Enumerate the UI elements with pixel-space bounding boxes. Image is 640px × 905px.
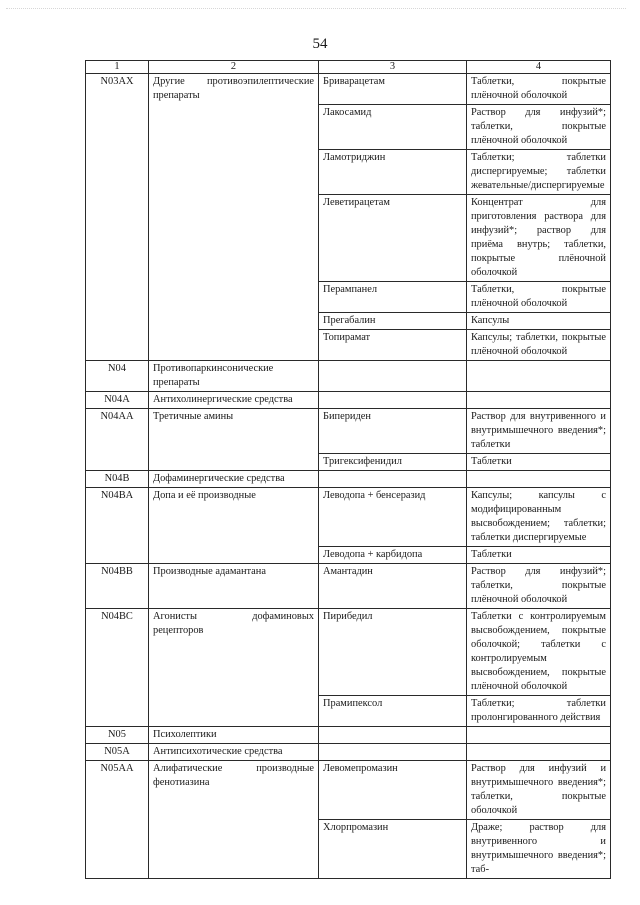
table-row — [86, 392, 611, 409]
atc-code-cell: N04AA — [86, 409, 149, 471]
atc-code-cell: N04BA — [86, 488, 149, 564]
page-number: 54 — [312, 36, 328, 52]
header-col-2: 2 — [149, 61, 319, 74]
group-name-cell: Допа и её производные — [149, 488, 319, 564]
drug-name-cell: Хлорпромазин — [319, 820, 467, 879]
atc-code-cell: N05AA — [86, 761, 149, 879]
group-name-cell: Антипсихотические средства — [149, 744, 319, 761]
table-row — [86, 361, 611, 392]
group-name-cell: Психолептики — [149, 727, 319, 744]
drug-name-cell: Топирамат — [319, 330, 467, 361]
dosage-form-cell: Таблетки, покрытые плёночной оболочкой — [467, 282, 611, 313]
drug-name-cell: Перампанел — [319, 282, 467, 313]
dosage-form-cell: Раствор для инфузий и внутримышечного введения*; таблетки, покрытые оболочкой — [467, 761, 611, 820]
drug-name-cell — [319, 392, 467, 409]
dosage-form-cell: Раствор для инфузий*; таблетки, покрытые плёночной оболочкой — [467, 105, 611, 150]
dosage-form-cell — [467, 361, 611, 392]
dosage-form-cell: Таблетки — [467, 454, 611, 471]
drug-name-cell — [319, 361, 467, 392]
group-name-cell: Агонисты дофаминовых рецепторов — [149, 609, 319, 727]
header-col-3: 3 — [319, 61, 467, 74]
header-col-4: 4 — [467, 61, 611, 74]
group-name-cell: Алифатические производные фенотиазина — [149, 761, 319, 879]
group-name-cell: Другие противоэпилептические препараты — [149, 74, 319, 361]
table-row — [86, 409, 611, 454]
dosage-form-cell — [467, 392, 611, 409]
dosage-form-cell: Раствор для внутривенного и внутримышечного введения*; таблетки — [467, 409, 611, 454]
atc-code-cell: N05A — [86, 744, 149, 761]
dosage-form-cell: Драже; раствор для внутривенного и внутримышечного введения*; таб- — [467, 820, 611, 879]
dosage-form-cell: Капсулы; таблетки, покрытые плёночной оболочкой — [467, 330, 611, 361]
dosage-form-cell: Концентрат для приготовления раствора для инфузий*; раствор для приёма внутрь; таблетки, покрытые плёночной оболочкой — [467, 195, 611, 282]
dosage-form-cell: Таблетки — [467, 547, 611, 564]
group-name-cell: Дофаминергические средства — [149, 471, 319, 488]
table-row — [86, 727, 611, 744]
atc-code-cell: N04 — [86, 361, 149, 392]
dosage-form-cell — [467, 727, 611, 744]
drug-name-cell — [319, 471, 467, 488]
table-row — [86, 74, 611, 105]
header-row — [86, 61, 611, 74]
drug-name-cell: Лакосамид — [319, 105, 467, 150]
drug-name-cell: Пирибедил — [319, 609, 467, 696]
atc-code-cell: N04BB — [86, 564, 149, 609]
drug-name-cell — [319, 727, 467, 744]
scan-edge-marks — [6, 8, 626, 13]
table-row — [86, 609, 611, 696]
header-col-1: 1 — [86, 61, 149, 74]
drug-name-cell: Бипериден — [319, 409, 467, 454]
group-name-cell: Противопаркинсонические препараты — [149, 361, 319, 392]
group-name-cell: Производные адамантана — [149, 564, 319, 609]
dosage-form-cell: Таблетки; таблетки диспергируемые; таблетки жевательные/диспергируемые — [467, 150, 611, 195]
group-name-cell: Антихолинергические средства — [149, 392, 319, 409]
drug-name-cell: Амантадин — [319, 564, 467, 609]
drug-name-cell: Прегабалин — [319, 313, 467, 330]
dosage-form-cell — [467, 744, 611, 761]
drug-name-cell: Леветирацетам — [319, 195, 467, 282]
drug-name-cell — [319, 744, 467, 761]
atc-code-cell: N04B — [86, 471, 149, 488]
dosage-form-cell: Таблетки, покрытые плёночной оболочкой — [467, 74, 611, 105]
group-name-cell: Третичные амины — [149, 409, 319, 471]
table-row — [86, 488, 611, 547]
atc-code-cell: N04A — [86, 392, 149, 409]
drug-name-cell: Леводопа + бенсеразид — [319, 488, 467, 547]
drug-name-cell: Бриварацетам — [319, 74, 467, 105]
drug-name-cell: Левомепромазин — [319, 761, 467, 820]
drug-name-cell: Леводопа + карбидопа — [319, 547, 467, 564]
atc-code-cell: N05 — [86, 727, 149, 744]
table-row — [86, 471, 611, 488]
dosage-form-cell: Таблетки с контролируемым высвобождением, покрытые оболочкой; таблетки с контролируемым высвобождением, покрытые плёночной оболочкой — [467, 609, 611, 696]
dosage-form-cell: Таблетки; таблетки пролонгированного действия — [467, 696, 611, 727]
drug-name-cell: Ламотриджин — [319, 150, 467, 195]
drug-table — [85, 60, 611, 879]
dosage-form-cell: Раствор для инфузий*; таблетки, покрытые плёночной оболочкой — [467, 564, 611, 609]
atc-code-cell: N04BC — [86, 609, 149, 727]
table-row — [86, 761, 611, 820]
atc-code-cell: N03AX — [86, 74, 149, 361]
table-row — [86, 744, 611, 761]
dosage-form-cell: Капсулы — [467, 313, 611, 330]
table-row — [86, 564, 611, 609]
dosage-form-cell — [467, 471, 611, 488]
drug-name-cell: Прамипексол — [319, 696, 467, 727]
drug-name-cell: Тригексифенидил — [319, 454, 467, 471]
table-body — [86, 74, 611, 879]
dosage-form-cell: Капсулы; капсулы с модифицированным высвобождением; таблетки; таблетки диспергируемые — [467, 488, 611, 547]
